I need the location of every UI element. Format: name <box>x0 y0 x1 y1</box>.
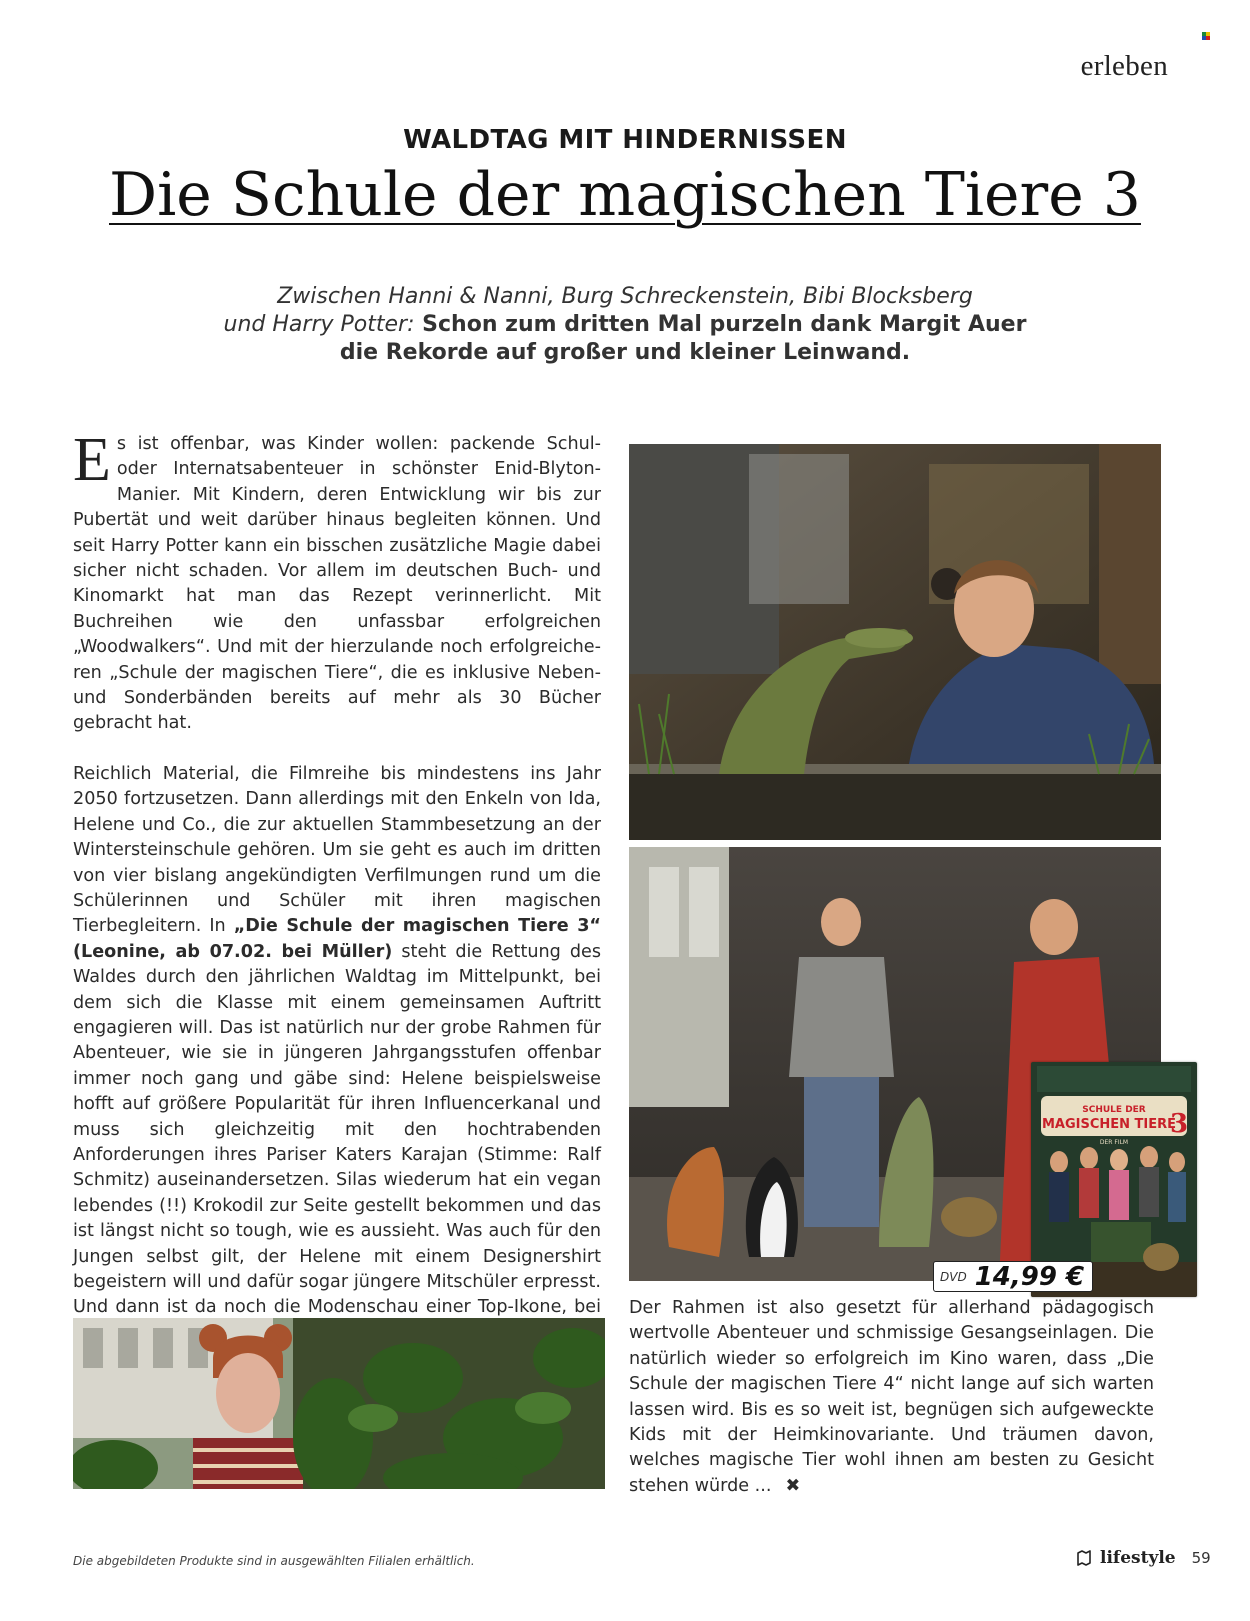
photo-crocodile-and-boy <box>629 444 1161 840</box>
paragraph-2-text-a: Reichlich Material, die Filmreihe bis mindestens ins Jahr 2050 fortzusetzen. Dann allerdings mit den Enkeln von Ida, Helene und Co., die zur aktuellen Stammbesetzung an der Wintersteinschule gehören. Um sie geht es auch im dritten von vier bislang angekündigten Verfilmungen rund um die Schülerinnen und Schüler mit ihren magischen Tierbegleitern. In <box>73 763 601 937</box>
product-disclaimer: Die abgebildeten Produkte sind in ausgewählten Filialen erhältlich. <box>73 1554 475 1568</box>
section-label: erleben <box>1080 50 1168 82</box>
lifestyle-logo-icon <box>1076 1550 1092 1566</box>
article-end-mark-icon: ✖ <box>785 1475 801 1496</box>
paragraph-2 <box>73 762 601 1372</box>
film-title-bold: „Die Schule der magischen Tiere 3“ (Leonine, ab 07.02. bei Müller) <box>73 916 601 962</box>
corner-color-mark <box>1202 32 1212 42</box>
body-column-right <box>629 1296 1154 1499</box>
paragraph-1-text: s ist offenbar, was Kinder wollen: packende Schul- oder Internatsabenteuer in schönster Enid-Blyton-Manier. Mit Kindern, deren Entwicklung wir bis zur Pubertät und weit darüber hinaus begleiten können. Und seit Harry Potter kann ein bisschen zusätzliche Magie dabei sicher nicht schaden. Vor allem im deutschen Buch- und Kinomarkt hat man das Rezept verinnerlicht. Mit Buchreihen wie den unfassbar erfolgreichen „Woodwalkers“. Und mit der hierzulande noch erfolgreicheren „Schule der magischen Tiere“, die es inklusive Neben- und Sonderbänden bereits auf mehr als 30 Bücher gebracht hat. <box>73 434 601 734</box>
dvd-cover-title-2: MAGISCHEN TIERE <box>1041 1117 1177 1132</box>
brand-name: lifestyle <box>1100 1548 1176 1568</box>
teaser-line-1: Zwischen Hanni & Nanni, Burg Schreckenstein, Bibi Blocksberg <box>277 284 973 309</box>
headline-text: Die Schule der magischen Tiere 3 <box>109 160 1141 230</box>
paragraph-3 <box>629 1296 1154 1499</box>
article-teaser <box>0 283 1250 367</box>
paragraph-3-text: Der Rahmen ist also gesetzt für allerhand pädagogisch wertvolle Abenteuer und schmissige Gesangseinlagen. Die natürlich wieder so erfolgreich im Kino waren, dass „Die Schule der magischen Tiere 4“ nicht lange auf sich warten lassen wird. Bis es so weit ist, begnügen sich aufgeweckte Kids mit der Heimkinovariante. Und träumen davon, welches magische Tier wohl ihnen am besten zu Gesicht stehen würde ... <box>629 1298 1154 1496</box>
teaser-line-2-bold: Schon zum dritten Mal purzeln dank Margit Auer <box>414 312 1027 337</box>
price-tag <box>933 1261 1093 1292</box>
drop-cap: E <box>73 426 111 494</box>
price-value: 14,99 € <box>974 1261 1085 1292</box>
article-headline <box>0 160 1250 230</box>
dvd-cover-subtitle: DER FILM <box>1099 1139 1129 1146</box>
paragraph-2-text-b: steht die Rettung des Waldes durch den jährlichen Waldtag im Mittelpunkt, bei dem sich die Klasse mit einem gemeinsamen Auftritt engagieren will. Das ist natürlich nur der grobe Rahmen für Abenteuer, wie sie in jüngeren Jahrgangsstufen offenbar immer noch gang und gäbe sind: Helene beispielsweise hofft auf größere Popularität für ihren Influencerkanal und muss sich gleichzeitig mit den hochtrabenden Anforderungen ihres Pariser Katers Karajan (Stimme: Ralf Schmitz) auseinandersetzen. Silas wiederum hat ein vegan lebendes (!!) Krokodil zur Seite gestellt bekommen und das ist längst nicht so tough, wie es aussieht. Was auch für den Jungen selbst gilt, der Helene mit einem Designershirt begeistern will und dafür sogar jüngere Mitschüler erpresst. Und dann ist da noch die Modenschau einer Top-Ikone, bei <box>73 941 602 1318</box>
photo-girl-in-bushes <box>73 1318 605 1489</box>
article-kicker: WALDTAG MIT HINDERNISSEN <box>403 125 847 155</box>
body-column-left <box>73 426 602 1372</box>
teaser-line-2-italic: und Harry Potter: <box>223 312 415 337</box>
price-format-label: DVD <box>940 1269 967 1284</box>
paragraph-1 <box>73 426 601 737</box>
footer-brand <box>1076 1548 1211 1568</box>
page-number: 59 <box>1191 1549 1211 1567</box>
teaser-line-3: die Rekorde auf großer und kleiner Leinwand. <box>339 340 911 365</box>
dvd-cover-title-1: SCHULE DER <box>1082 1105 1146 1115</box>
dvd-cover-number: 3 <box>1169 1109 1189 1139</box>
